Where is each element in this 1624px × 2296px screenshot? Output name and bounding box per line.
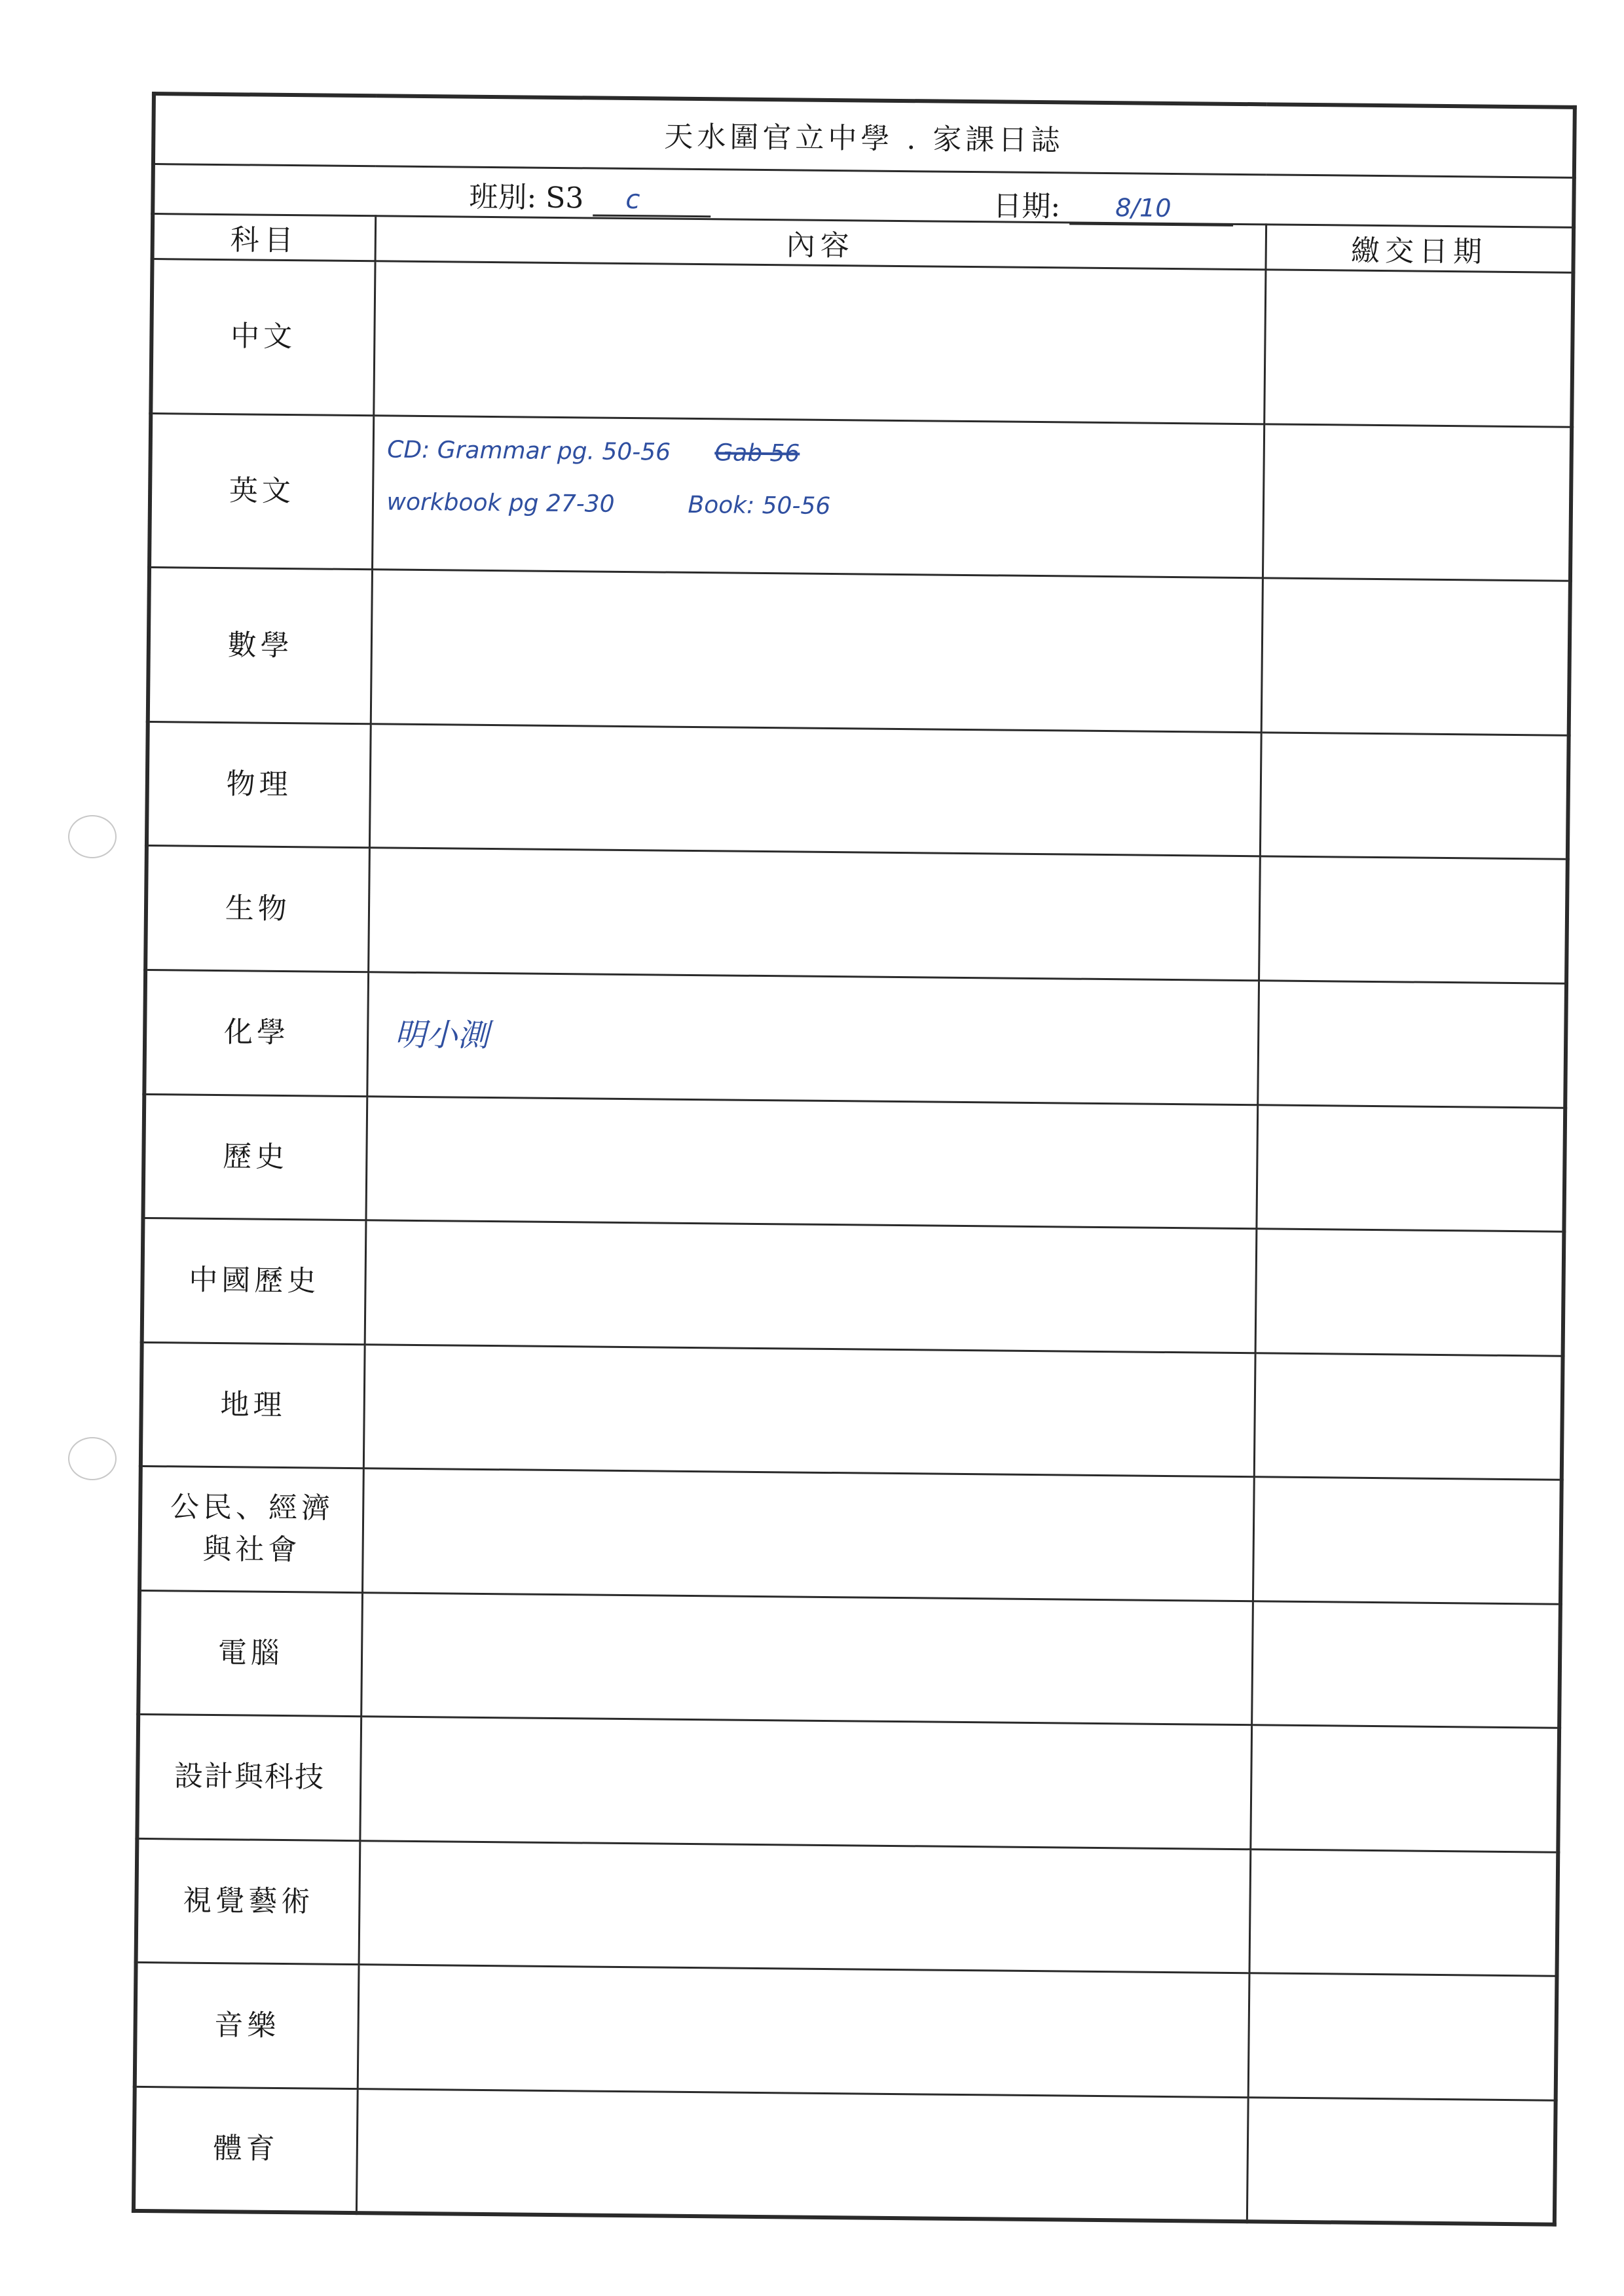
content-cell[interactable] [368,848,1260,981]
subject-row [143,1094,1565,1231]
column-header-due-date: 繳交日期 [1265,225,1574,272]
subject-name: 中文 [151,259,375,416]
due-date-cell[interactable] [1248,1973,1557,2100]
homework-entry: CD: Grammar pg. 50-56 [387,436,671,466]
class-field[interactable] [469,173,711,217]
subject-name: 設計與科技 [137,1715,361,1841]
due-date-cell[interactable] [1264,270,1573,427]
subject-row [135,1963,1557,2100]
content-cell[interactable] [371,570,1263,733]
content-cell[interactable] [367,972,1259,1105]
subject-row [144,970,1566,1107]
due-date-cell[interactable] [1250,1725,1559,1852]
due-date-cell[interactable] [1255,1229,1564,1356]
content-cell[interactable] [373,261,1265,424]
subject-name: 歷史 [143,1094,367,1220]
diary-title: 天水圍官立中學 . 家課日誌 [153,94,1575,177]
content-cell[interactable] [362,1468,1254,1601]
subject-row [139,1467,1562,1604]
subject-name: 地理 [141,1342,365,1468]
subject-name: 生物 [145,846,369,972]
content-cell[interactable] [363,1344,1255,1477]
content-cell[interactable] [356,2088,1248,2221]
content-cell[interactable] [360,1717,1251,1850]
class-blank [593,184,710,217]
punch-hole-top [68,815,117,858]
subject-name: 中國歷史 [142,1218,366,1345]
punch-hole-bottom [68,1437,117,1480]
content-cell[interactable] [359,1840,1251,1973]
subject-name: 電腦 [138,1590,362,1717]
column-header-content: 內容 [375,216,1266,270]
due-date-cell[interactable] [1257,981,1566,1108]
content-cell[interactable] [365,1096,1257,1229]
subject-row [138,1590,1560,1728]
due-date-cell[interactable] [1256,1104,1565,1231]
content-cell[interactable] [369,724,1261,857]
content-cell[interactable] [365,1220,1257,1353]
subject-row [148,568,1570,735]
subject-name: 公民、經濟與社會 [139,1467,363,1593]
class-label: 班別: S3 [469,180,584,215]
homework-diary-table [132,92,1577,2227]
content-cell[interactable] [361,1592,1253,1725]
subject-row [141,1342,1563,1480]
date-field[interactable] [993,182,1233,227]
subject-row [145,846,1568,983]
homework-entry: Book: 50-56 [688,491,831,520]
subject-name: 化學 [144,970,368,1096]
subject-name: 數學 [148,568,372,724]
subject-row [147,721,1569,859]
subject-row [142,1218,1564,1356]
subject-name: 音樂 [135,1963,359,2089]
due-date-cell[interactable] [1260,733,1569,860]
content-cell[interactable] [358,1965,1249,2098]
subject-name: 物理 [147,721,371,848]
date-value: 8/10 [1115,192,1172,223]
subject-name: 視覺藝術 [136,1838,360,1965]
subject-row [151,259,1573,427]
subject-name: 英文 [149,413,373,570]
due-date-cell[interactable] [1249,1849,1558,1976]
subject-row [149,413,1572,581]
subject-row [134,2086,1556,2225]
column-header-subject: 科目 [153,214,376,261]
subject-row [136,1838,1559,1976]
due-date-cell[interactable] [1247,2098,1556,2225]
subject-name: 體育 [134,2086,358,2213]
content-cell[interactable] [372,415,1264,578]
due-date-cell[interactable] [1263,424,1572,581]
due-date-cell[interactable] [1261,578,1570,735]
date-label: 日期: [993,189,1061,223]
homework-entry: workbook pg 27-30 [386,488,615,518]
class-value: c [625,184,640,215]
due-date-cell[interactable] [1254,1353,1563,1480]
due-date-cell[interactable] [1259,856,1568,983]
homework-struck-entry: Gab 56 [714,439,800,467]
due-date-cell[interactable] [1251,1601,1560,1728]
homework-diary-sheet [132,92,1573,2227]
due-date-cell[interactable] [1253,1477,1562,1604]
homework-entry: 明小測 [394,1016,489,1055]
subject-row [137,1715,1559,1852]
